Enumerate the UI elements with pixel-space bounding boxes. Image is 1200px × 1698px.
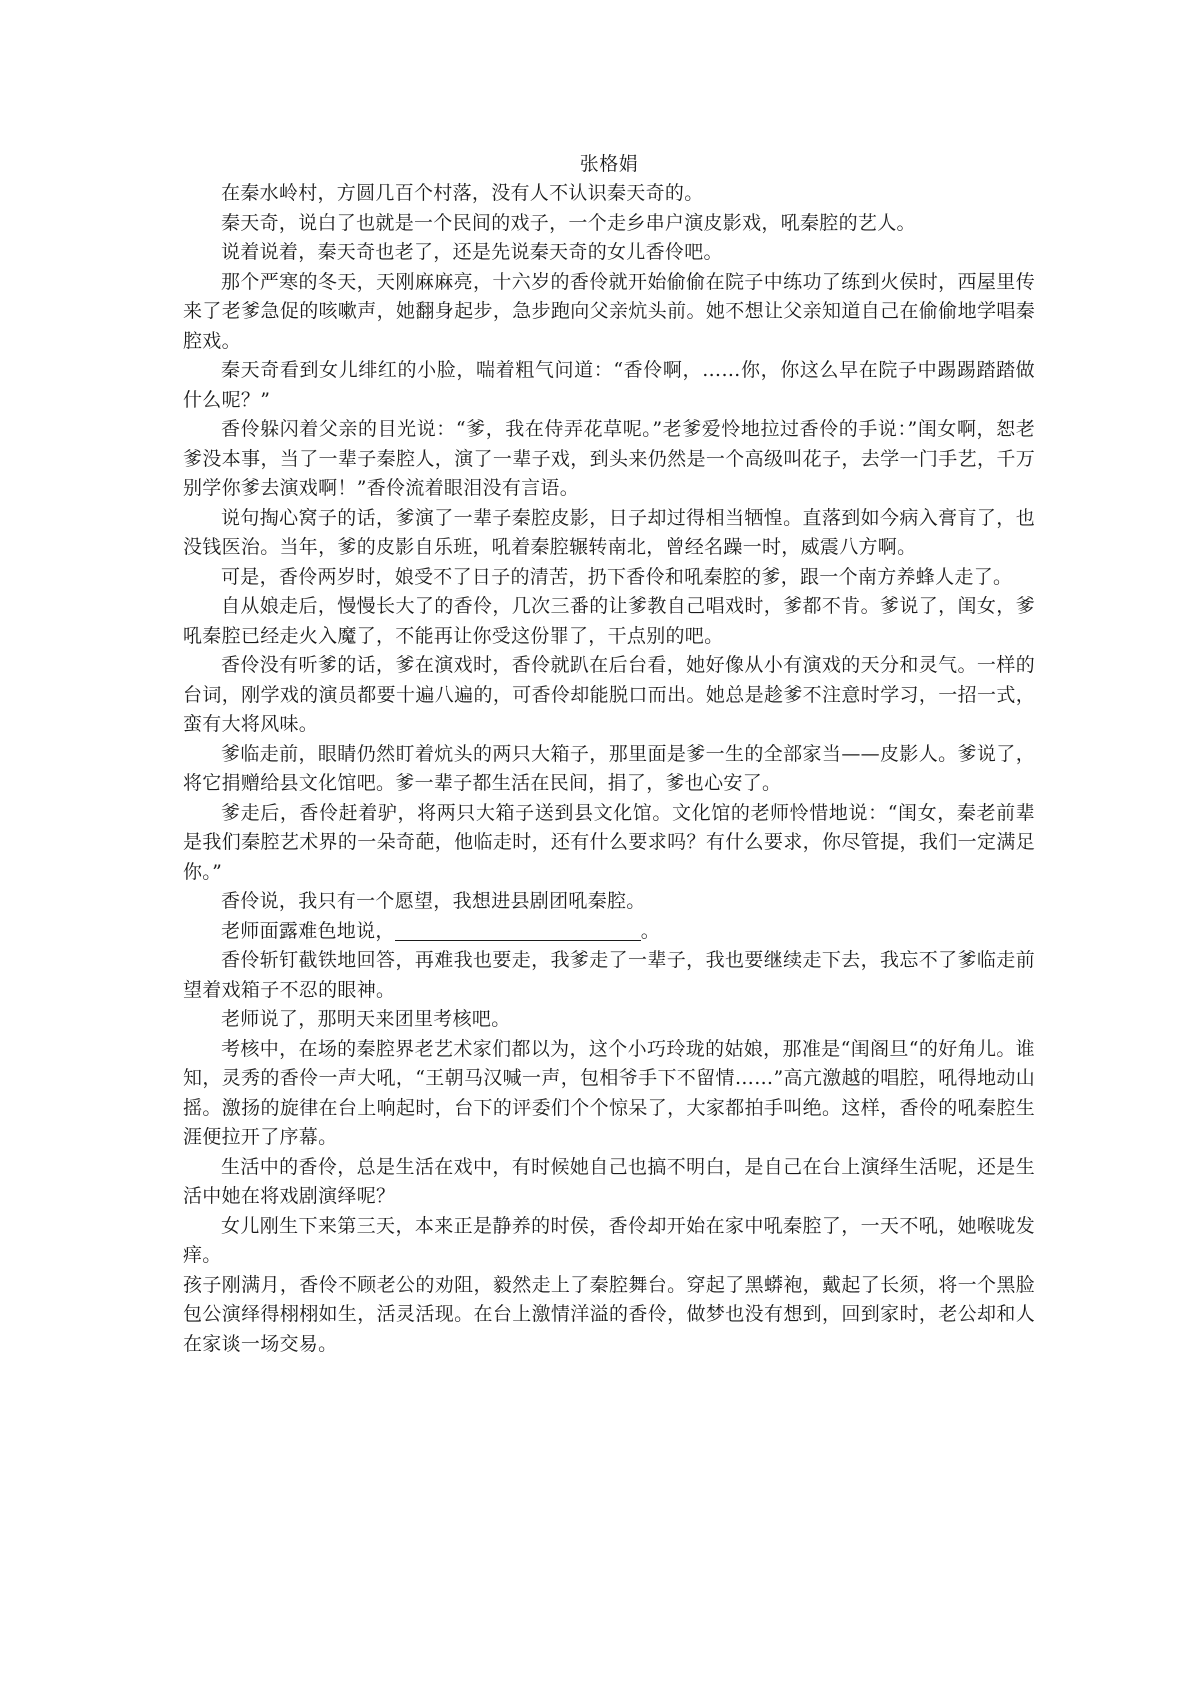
- paragraph: 爹走后，香伶赶着驴，将两只大箱子送到县文化馆。文化馆的老师怜惜地说：“闺女，秦老前辈是我们秦腔艺术界的一朵奇葩，他临走时，还有什么要求吗？有什么要求，你尽管提，我们一定满足你。”: [183, 801, 1035, 883]
- paragraph: 爹临走前，眼睛仍然盯着炕头的两只大箱子，那里面是爹一生的全部家当——皮影人。爹说了，将它捐赠给县文化馆吧。爹一辈子都生活在民间，捐了，爹也心安了。: [183, 742, 1035, 794]
- paragraph: 香伶没有听爹的话，爹在演戏时，香伶就趴在后台看，她好像从小有演戏的天分和灵气。一样的台词，刚学戏的演员都要十遍八遍的，可香伶却能脱口而出。她总是趁爹不注意时学习，一招一式，蛮有大将风味。: [183, 654, 1035, 735]
- paragraph: 可是，香伶两岁时，娘受不了日子的清苦，扔下香伶和吼秦腔的爹，跟一个南方养蜂人走了。: [221, 565, 1013, 588]
- author-name: 张格娟: [579, 153, 639, 175]
- paragraph: 香伶斩钉截铁地回答，再难我也要走，我爹走了一辈子，我也要继续走下去，我忘不了爹临走前望着戏箱子不忍的眼神。: [183, 949, 1035, 1001]
- paragraph: 秦天奇看到女儿绯红的小脸，喘着粗气问道：“香伶啊，……你，你这么早在院子中踢踢踏踏做什么呢？”: [183, 359, 1035, 411]
- paragraph-text: 老师面露难色地说，: [221, 919, 395, 942]
- paragraph-suffix: 。: [640, 919, 661, 942]
- paragraph: 生活中的香伶，总是生活在戏中，有时候她自己也搞不明白，是自己在台上演绎生活呢，还是生活中她在将戏剧演绎呢？: [183, 1155, 1035, 1207]
- paragraph: 说着说着，秦天奇也老了，还是先说秦天奇的女儿香伶吧。: [221, 241, 723, 263]
- paragraph: 老师说了，那明天来团里考核吧。: [221, 1008, 511, 1030]
- fill-in-blank: [395, 921, 641, 941]
- paragraph: 香伶说，我只有一个愿望，我想进县剧团吼秦腔。: [221, 890, 646, 912]
- paragraph: 自从娘走后，慢慢长大了的香伶，几次三番的让爹教自己唱戏时，爹都不肯。爹说了，闺女，爹吼秦腔已经走火入魔了，不能再让你受这份罪了，干点别的吧。: [183, 595, 1035, 647]
- paragraph-with-blank: [183, 917, 1035, 947]
- paragraph: 考核中，在场的秦腔界老艺术家们都以为，这个小巧玲珑的姑娘，那准是“闺阁旦“的好角儿。谁知，灵秀的香伶一声大吼，“王朝马汉喊一声，包相爷手下不留情……”高亢激越的唱腔，吼得地动山摇。激扬的旋律在台上响起时，台下的评委们个个惊呆了，大家都拍手叫绝。这样，香伶的吼秦腔生涯便拉开了序幕。: [183, 1037, 1035, 1148]
- paragraph: 秦天奇，说白了也就是一个民间的戏子，一个走乡串户演皮影戏，吼秦腔的艺人。: [221, 211, 916, 234]
- paragraph: 在秦水岭村，方圆几百个村落，没有人不认识秦天奇的。: [221, 182, 704, 204]
- paragraph: 那个严寒的冬天，天刚麻麻亮，十六岁的香伶就开始偷偷在院子中练功了练到火侯时，西屋里传来了老爹急促的咳嗽声，她翻身起步，急步跑向父亲炕头前。她不想让父亲知道自己在偷偷地学唱秦腔戏。: [183, 270, 1035, 352]
- paragraph: 香伶躲闪着父亲的目光说：“爹，我在侍弄花草呢。”老爹爱怜地拉过香伶的手说：”闺女啊，恕老爹没本事，当了一辈子秦腔人，演了一辈子戏，到头来仍然是一个高级叫花子，去学一门手艺，千万别学你爹去演戏啊！”香伶流着眼泪没有言语。: [183, 418, 1035, 499]
- paragraph: 说句掏心窝子的话，爹演了一辈子秦腔皮影，日子却过得相当牺惶。直落到如今病入膏肓了，也没钱医治。当年，爹的皮影自乐班，吼着秦腔辗转南北，曾经名躁一时，威震八方啊。: [183, 506, 1035, 558]
- article-body: [183, 150, 1035, 1359]
- paragraph: 孩子刚满月，香伶不顾老公的劝阻，毅然走上了秦腔舞台。穿起了黑蟒袍，戴起了长须，将一个黑脸包公演绎得栩栩如生，活灵活现。在台上激情洋溢的香伶，做梦也没有想到，回到家时，老公却和人在家谈一场交易。: [183, 1273, 1035, 1355]
- paragraph: 女儿刚生下来第三天，本来正是静养的时侯，香伶却开始在家中吼秦腔了，一天不吼，她喉咙发痒。: [183, 1214, 1035, 1266]
